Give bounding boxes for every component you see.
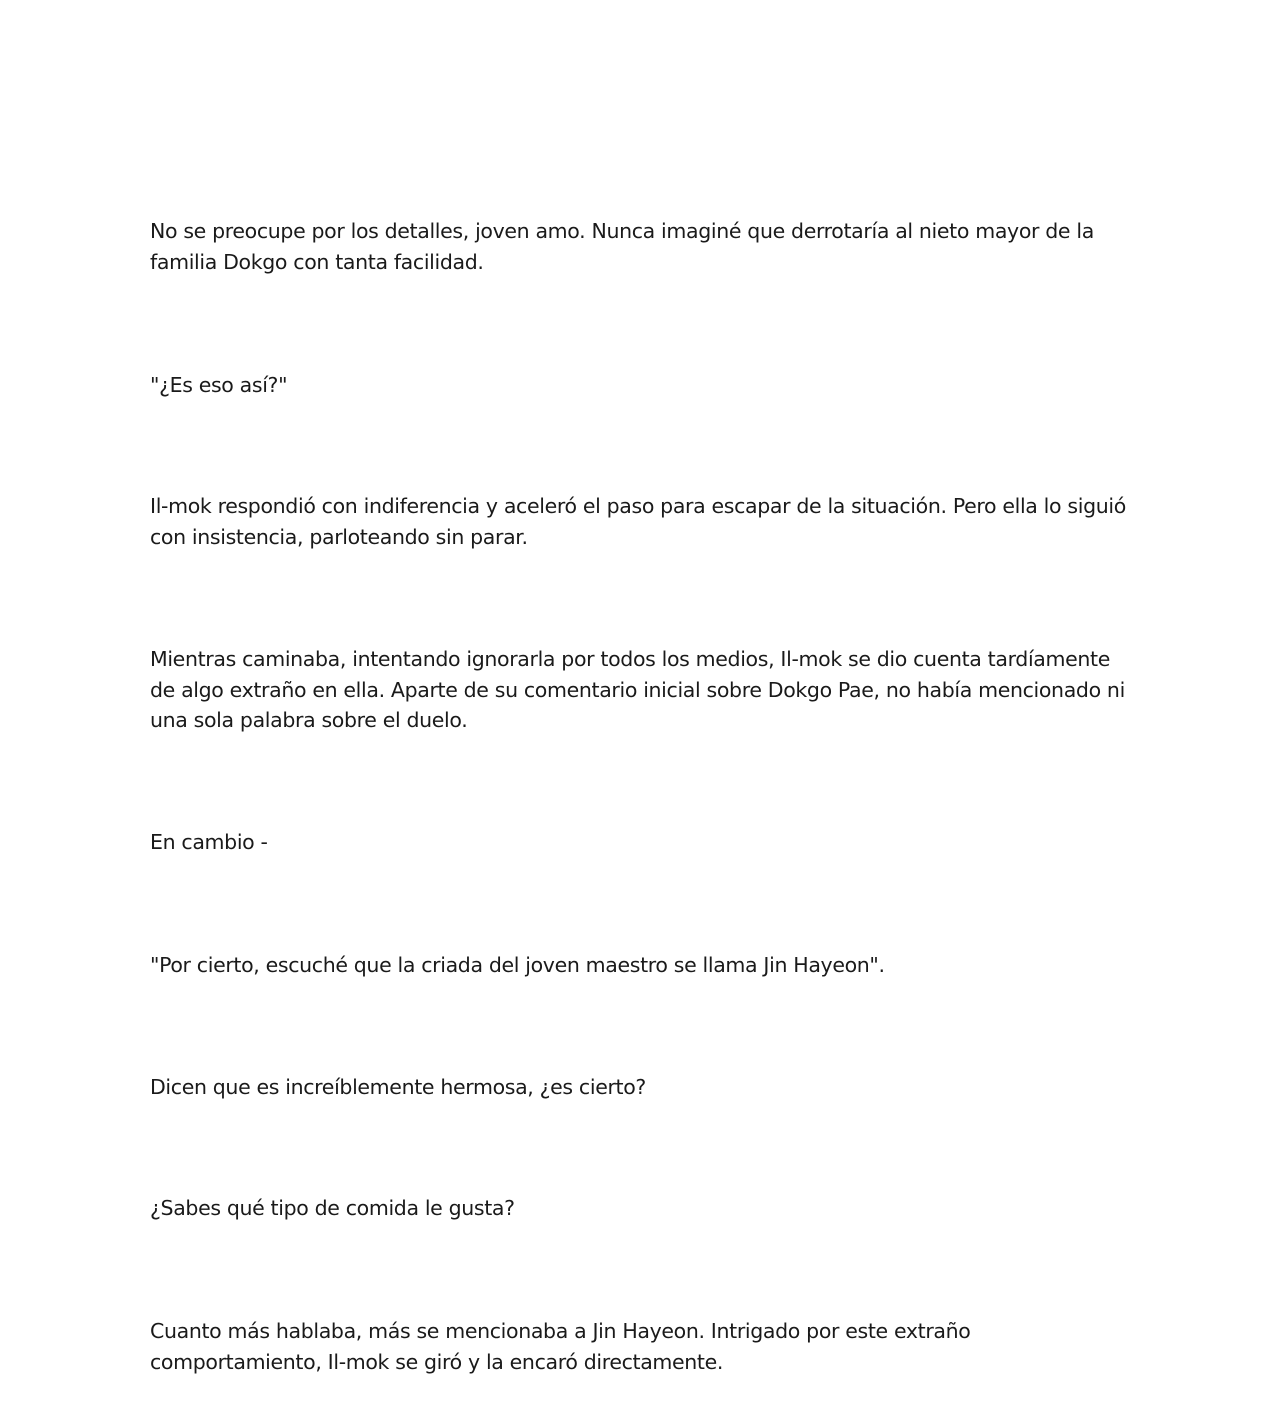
paragraph-6: "Por cierto, escuché que la criada del joven maestro se llama Jin Hayeon".	[150, 953, 885, 977]
paragraph-7: Dicen que es increíblemente hermosa, ¿es cierto?	[150, 1075, 646, 1099]
paragraph-8: ¿Sabes qué tipo de comida le gusta?	[150, 1196, 515, 1220]
paragraph-5: En cambio -	[150, 830, 268, 854]
paragraph-1: No se preocupe por los detalles, joven amo. Nunca imaginé que derrotaría al nieto mayor de la familia Dokgo con tanta facilidad.	[150, 219, 1094, 274]
paragraph-3: Il-mok respondió con indiferencia y aceleró el paso para escapar de la situación. Pero ella lo siguió con insistencia, parloteando sin parar.	[150, 494, 1126, 549]
paragraph-9: Cuanto más hablaba, más se mencionaba a Jin Hayeon. Intrigado por este extraño comportamiento, Il-mok se giró y la encaró directamente.	[150, 1319, 971, 1374]
paragraph-2: "¿Es eso así?"	[150, 373, 288, 397]
paragraph-4: Mientras caminaba, intentando ignorarla por todos los medios, Il-mok se dio cuenta tardíamente de algo extraño en ella. Aparte de su comentario inicial sobre Dokgo Pae, no había mencionado ni una sola palabra sobre el duelo.	[150, 647, 1125, 732]
